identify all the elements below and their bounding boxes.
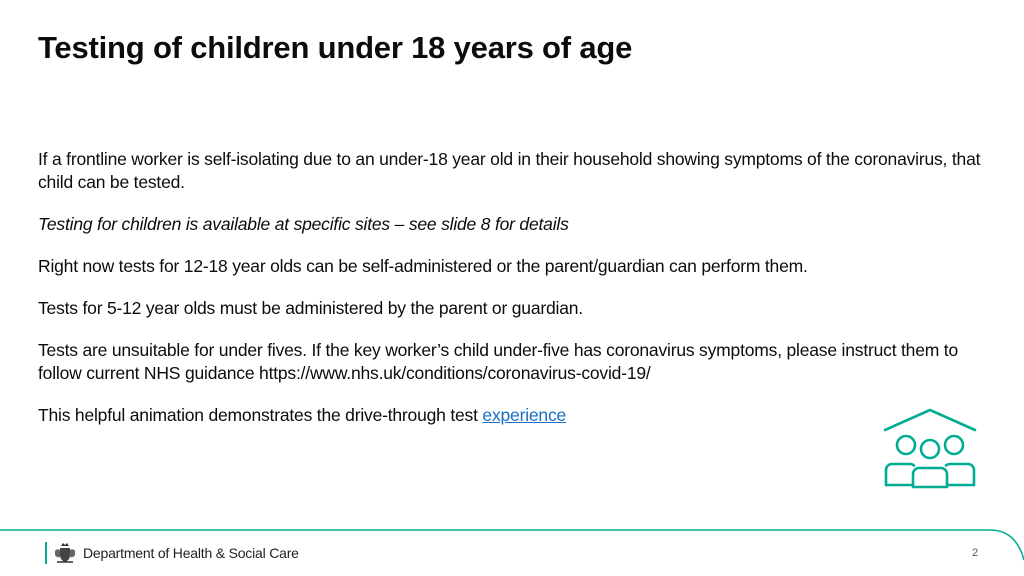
royal-crest-icon [53, 542, 77, 564]
paragraph-animation [38, 404, 988, 427]
paragraph-testing-sites: Testing for children is available at specific sites – see slide 8 for details [38, 214, 569, 234]
page-number: 2 [972, 547, 979, 559]
slide-body [38, 148, 988, 446]
slide-title: Testing of children under 18 years of age [38, 30, 633, 65]
family-house-icon [882, 408, 978, 490]
experience-link[interactable]: experience [482, 405, 567, 425]
footer-brand [45, 542, 299, 564]
paragraph-5-12-tests: Tests for 5-12 year olds must be administered by the parent or guardian. [38, 298, 583, 318]
paragraph-frontline-worker: If a frontline worker is self-isolating due to an under-18 year old in their household showing symptoms of the coronavirus, that child can be tested. [38, 149, 981, 192]
paragraph-under-fives: Tests are unsuitable for under fives. If the key worker’s child under-five has coronavirus symptoms, please instruct them to follow current NHS guidance https://www.nhs.uk/conditions/coronavirus-covid-19/ [38, 340, 958, 383]
footer-accent-bar [45, 542, 47, 564]
paragraph-12-18-tests: Right now tests for 12-18 year olds can be self-administered or the parent/guardian can perform them. [38, 256, 808, 276]
organisation-name: Department of Health & Social Care [83, 545, 299, 561]
animation-text: This helpful animation demonstrates the drive-through test [38, 405, 483, 425]
